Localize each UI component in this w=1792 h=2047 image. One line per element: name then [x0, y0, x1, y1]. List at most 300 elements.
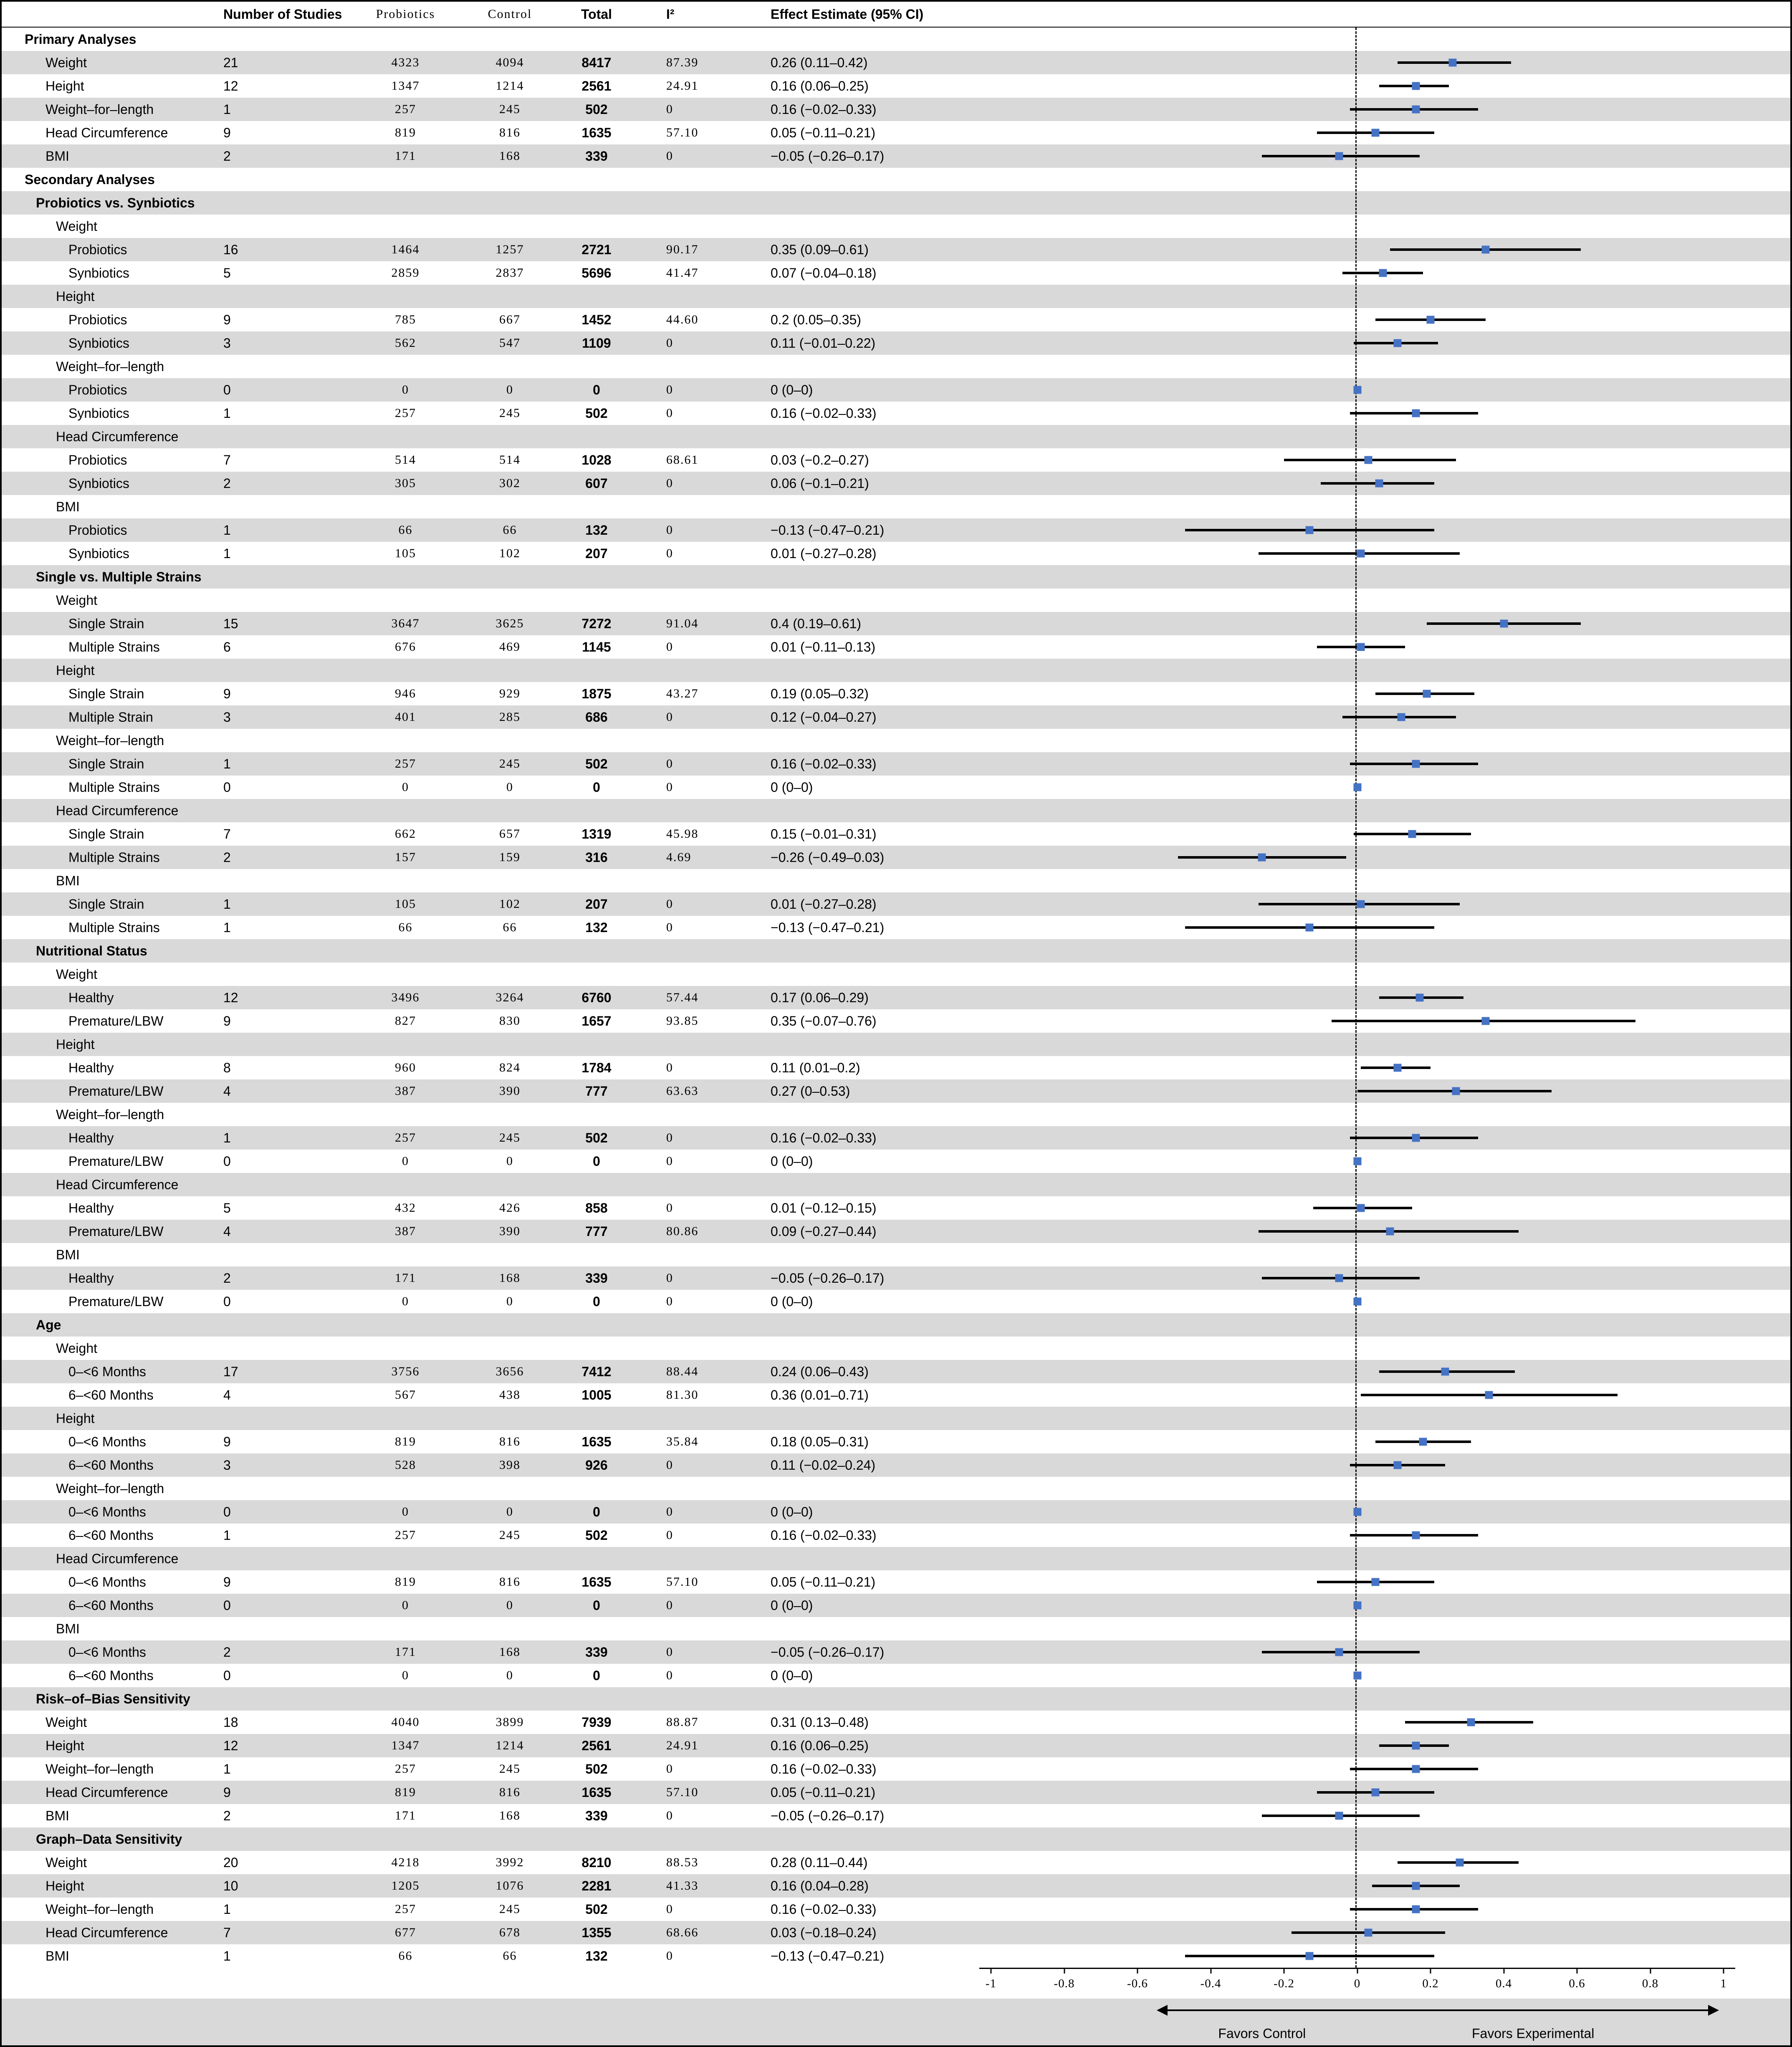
plot-cell: [970, 121, 1790, 144]
cell-prob: 387: [395, 1224, 416, 1238]
cell-total: 1319: [581, 826, 612, 842]
cell-total: 132: [585, 1948, 608, 1964]
cell-ctrl: 824: [499, 1061, 521, 1074]
axis-tick: [1284, 1968, 1285, 1974]
effect-marker: [1412, 1765, 1420, 1773]
effect-marker: [1353, 1508, 1361, 1516]
cell-total: 2721: [581, 242, 612, 257]
row-label: Height: [56, 1036, 95, 1052]
cell-ctrl: 245: [499, 102, 521, 116]
cell-i2: 57.10: [666, 1785, 699, 1799]
cell-studies: 9: [223, 1013, 231, 1029]
row-label: Single Strain: [68, 896, 144, 912]
effect-marker: [1427, 316, 1435, 324]
forest-row: [2, 1664, 1790, 1687]
forest-row: [2, 846, 1790, 869]
forest-row: [2, 51, 1790, 74]
cell-ctrl: 168: [499, 1271, 521, 1285]
row-label: Healthy: [68, 1200, 114, 1216]
cell-i2: 68.66: [666, 1926, 699, 1939]
plot-cell: [970, 51, 1790, 74]
forest-row: [2, 635, 1790, 659]
row-label: Head Circumference: [56, 1177, 179, 1192]
cell-i2: 0: [666, 383, 673, 397]
forest-row: [2, 402, 1790, 425]
effect-marker: [1386, 1228, 1394, 1236]
cell-prob: 66: [398, 920, 413, 934]
effect-marker: [1357, 900, 1365, 908]
forest-row: [2, 1640, 1790, 1664]
cell-effect: 0.03 (−0.18–0.24): [771, 1925, 877, 1940]
cell-ctrl: 168: [499, 1645, 521, 1659]
row-label: Weight–for–length: [56, 1481, 164, 1496]
forest-row: [2, 682, 1790, 705]
cell-effect: −0.26 (−0.49–0.03): [771, 849, 885, 865]
forest-row: [2, 542, 1790, 565]
row-label: BMI: [45, 148, 69, 164]
plot-cell: [970, 822, 1790, 846]
cell-effect: 0.16 (0.04–0.28): [771, 1878, 869, 1893]
row-label: 6–<60 Months: [68, 1597, 154, 1613]
favors-experimental-label: Favors Experimental: [1471, 2026, 1595, 2041]
cell-total: 2561: [581, 1738, 612, 1753]
row-label: Weight: [56, 592, 98, 608]
row-label: Secondary Analyses: [25, 172, 155, 187]
cell-i2: 0: [666, 1809, 673, 1822]
plot-cell: [970, 635, 1790, 659]
cell-i2: 0: [666, 406, 673, 420]
cell-i2: 0: [666, 149, 673, 163]
row-label: Synbiotics: [68, 335, 129, 351]
cell-i2: 0: [666, 1528, 673, 1542]
effect-marker: [1258, 854, 1266, 862]
cell-prob: 4218: [391, 1855, 420, 1869]
cell-studies: 1: [223, 1761, 231, 1777]
cell-ctrl: 0: [506, 1668, 513, 1682]
cell-total: 8417: [581, 55, 612, 70]
row-label: 0–<6 Months: [68, 1364, 146, 1379]
cell-ctrl: 3625: [495, 617, 524, 630]
axis-tick-label: -0.2: [1274, 1977, 1294, 1990]
cell-ctrl: 816: [499, 126, 521, 139]
cell-ctrl: 1214: [495, 79, 524, 93]
plot-cell: [970, 1337, 1790, 1360]
forest-row: [2, 1944, 1790, 1968]
measure-header-row: [2, 729, 1790, 752]
plot-cell: [970, 799, 1790, 822]
row-label: Premature/LBW: [68, 1223, 164, 1239]
plot-cell: [970, 308, 1790, 331]
plot-cell: [970, 1056, 1790, 1079]
row-label: Height: [56, 662, 95, 678]
axis-tick: [1723, 1968, 1724, 1974]
row-label: Multiple Strains: [68, 639, 160, 655]
cell-ctrl: 514: [499, 453, 521, 467]
effect-marker: [1408, 830, 1416, 838]
cell-studies: 1: [223, 920, 231, 935]
plot-cell: [970, 1781, 1790, 1804]
cell-i2: 44.60: [666, 313, 699, 326]
cell-studies: 4: [223, 1223, 231, 1239]
cell-total: 502: [585, 1761, 608, 1777]
cell-ctrl: 102: [499, 897, 521, 911]
cell-prob: 66: [398, 1949, 413, 1963]
plot-cell: [970, 144, 1790, 168]
axis-tick: [1650, 1968, 1651, 1974]
row-label: Risk–of–Bias Sensitivity: [36, 1691, 190, 1706]
row-label: Multiple Strains: [68, 779, 160, 795]
plot-cell: [970, 1220, 1790, 1243]
forest-row: [2, 1360, 1790, 1383]
cell-studies: 18: [223, 1714, 238, 1730]
cell-studies: 0: [223, 1294, 231, 1309]
cell-studies: 16: [223, 242, 238, 257]
effect-marker: [1412, 106, 1420, 114]
plot-cell: [970, 238, 1790, 261]
cell-ctrl: 1076: [495, 1879, 524, 1893]
plot-cell: [970, 355, 1790, 378]
plot-cell: [970, 1594, 1790, 1617]
cell-effect: 0.01 (−0.12–0.15): [771, 1200, 877, 1216]
cell-studies: 1: [223, 756, 231, 771]
cell-effect: 0.2 (0.05–0.35): [771, 312, 862, 327]
row-label: Single Strain: [68, 686, 144, 701]
favors-labels-row: [2, 2022, 1790, 2045]
effect-marker: [1372, 1578, 1380, 1586]
cell-studies: 12: [223, 1738, 238, 1753]
cell-prob: 0: [402, 1668, 409, 1682]
cell-prob: 0: [402, 383, 409, 397]
section-header-row: [2, 28, 1790, 51]
cell-prob: 171: [395, 1809, 416, 1822]
cell-effect: 0.35 (−0.07–0.76): [771, 1013, 877, 1029]
cell-prob: 432: [395, 1201, 416, 1215]
cell-ctrl: 302: [499, 476, 521, 490]
cell-studies: 7: [223, 452, 231, 468]
effect-marker: [1441, 1368, 1449, 1376]
forest-row: [2, 1290, 1790, 1313]
cell-i2: 0: [666, 1061, 673, 1074]
cell-ctrl: 390: [499, 1224, 521, 1238]
cell-i2: 68.61: [666, 453, 699, 467]
header-i-squared: I²: [666, 6, 675, 22]
cell-total: 1005: [581, 1387, 612, 1403]
cell-prob: 171: [395, 1645, 416, 1659]
cell-effect: 0.05 (−0.11–0.21): [771, 1574, 876, 1590]
plot-cell: [970, 612, 1790, 635]
effect-marker: [1415, 994, 1423, 1002]
cell-studies: 4: [223, 1387, 231, 1403]
effect-marker: [1306, 924, 1314, 932]
cell-ctrl: 0: [506, 1505, 513, 1519]
cell-i2: 93.85: [666, 1014, 699, 1028]
axis-tick-label: 0: [1354, 1977, 1361, 1990]
cell-studies: 12: [223, 78, 238, 94]
cell-effect: 0.16 (−0.02–0.33): [771, 405, 877, 421]
row-label: Height: [56, 288, 95, 304]
cell-i2: 0: [666, 897, 673, 911]
cell-studies: 2: [223, 1270, 231, 1286]
row-label: Weight–for–length: [56, 359, 164, 374]
cell-total: 1028: [581, 452, 612, 468]
cell-total: 777: [585, 1223, 608, 1239]
cell-total: 502: [585, 405, 608, 421]
plot-cell: [970, 1360, 1790, 1383]
cell-total: 502: [585, 1901, 608, 1917]
cell-studies: 2: [223, 148, 231, 164]
cell-studies: 3: [223, 335, 231, 351]
measure-header-row: [2, 963, 1790, 986]
header-probiotics: Probiotics: [376, 7, 435, 21]
plot-cell: [970, 1524, 1790, 1547]
cell-total: 7412: [581, 1364, 612, 1379]
forest-row: [2, 1804, 1790, 1827]
cell-total: 1657: [581, 1013, 612, 1029]
row-label: Single Strain: [68, 616, 144, 631]
cell-i2: 0: [666, 757, 673, 771]
cell-ctrl: 245: [499, 757, 521, 771]
cell-prob: 171: [395, 149, 416, 163]
row-label: Head Circumference: [45, 1784, 168, 1800]
cell-total: 502: [585, 1527, 608, 1543]
table-body: [2, 28, 1790, 1968]
cell-total: 1145: [582, 639, 611, 655]
cell-prob: 257: [395, 757, 416, 771]
cell-prob: 960: [395, 1061, 416, 1074]
effect-marker: [1353, 1157, 1361, 1165]
plot-cell: [970, 1617, 1790, 1640]
cell-ctrl: 245: [499, 1902, 521, 1916]
row-label: Single vs. Multiple Strains: [36, 569, 202, 584]
cell-effect: 0.28 (0.11–0.44): [771, 1855, 868, 1870]
section-header-row: [2, 1827, 1790, 1851]
cell-ctrl: 438: [499, 1388, 521, 1402]
cell-studies: 2: [223, 1808, 231, 1823]
cell-i2: 0: [666, 1458, 673, 1472]
cell-i2: 0: [666, 1902, 673, 1916]
section-header-row: [2, 565, 1790, 589]
cell-prob: 387: [395, 1084, 416, 1098]
cell-effect: 0.27 (0–0.53): [771, 1083, 850, 1099]
x-axis: [2, 1968, 1790, 1999]
cell-i2: 41.47: [666, 266, 699, 280]
cell-prob: 677: [395, 1926, 416, 1939]
cell-prob: 0: [402, 1598, 409, 1612]
plot-cell: [970, 892, 1790, 916]
cell-effect: −0.05 (−0.26–0.17): [771, 1644, 885, 1660]
cell-i2: 57.44: [666, 991, 699, 1004]
plot-cell: [970, 1453, 1790, 1477]
cell-effect: 0.03 (−0.2–0.27): [771, 452, 869, 468]
cell-total: 777: [585, 1083, 608, 1099]
cell-i2: 80.86: [666, 1224, 699, 1238]
measure-header-row: [2, 589, 1790, 612]
cell-effect: −0.05 (−0.26–0.17): [771, 148, 885, 164]
plot-cell: [970, 28, 1790, 51]
cell-studies: 17: [223, 1364, 238, 1379]
axis-tick: [1357, 1968, 1358, 1974]
cell-effect: 0 (0–0): [771, 779, 813, 795]
axis-tick-label: -1: [985, 1977, 997, 1990]
measure-header-row: [2, 869, 1790, 892]
header-plot-col: [970, 2, 1790, 27]
effect-marker: [1357, 1204, 1365, 1212]
forest-row: [2, 1220, 1790, 1243]
row-label: Weight–for–length: [45, 1901, 154, 1917]
plot-cell: [970, 939, 1790, 963]
cell-studies: 1: [223, 101, 231, 117]
cell-i2: 0: [666, 780, 673, 794]
effect-marker: [1335, 1648, 1343, 1656]
row-label: Weight–for–length: [45, 101, 154, 117]
cell-studies: 20: [223, 1855, 238, 1870]
row-label: Weight: [45, 1714, 87, 1730]
row-label: Probiotics: [68, 522, 127, 538]
cell-i2: 0: [666, 1154, 673, 1168]
section-header-row: [2, 1687, 1790, 1711]
forest-row: [2, 1594, 1790, 1617]
cell-studies: 7: [223, 826, 231, 842]
forest-row: [2, 121, 1790, 144]
cell-i2: 0: [666, 1762, 673, 1776]
plot-cell: [970, 472, 1790, 495]
cell-ctrl: 245: [499, 406, 521, 420]
effect-marker: [1353, 1298, 1361, 1306]
cell-effect: 0.01 (−0.27–0.28): [771, 896, 877, 912]
cell-ctrl: 657: [499, 827, 521, 841]
cell-prob: 257: [395, 406, 416, 420]
header-effect-estimate: Effect Estimate (95% CI): [771, 6, 924, 22]
cell-total: 132: [585, 522, 608, 538]
cell-prob: 3496: [391, 991, 420, 1004]
cell-prob: 0: [402, 780, 409, 794]
cell-total: 339: [585, 1808, 608, 1823]
cell-effect: 0.09 (−0.27–0.44): [771, 1223, 877, 1239]
cell-effect: 0.35 (0.09–0.61): [771, 242, 869, 257]
plot-cell: [970, 1570, 1790, 1594]
row-label: Weight: [56, 218, 98, 234]
cell-i2: 0: [666, 640, 673, 654]
cell-i2: 87.39: [666, 56, 699, 69]
cell-ctrl: 0: [506, 383, 513, 397]
measure-header-row: [2, 1033, 1790, 1056]
row-label: Height: [45, 1878, 84, 1893]
cell-studies: 15: [223, 616, 238, 631]
plot-cell: [970, 846, 1790, 869]
section-header-row: [2, 1313, 1790, 1337]
cell-prob: 4323: [391, 56, 420, 69]
forest-row: [2, 752, 1790, 776]
cell-total: 5696: [581, 265, 612, 281]
cell-i2: 0: [666, 476, 673, 490]
cell-prob: 662: [395, 827, 416, 841]
forest-row: [2, 308, 1790, 331]
plot-cell: [970, 98, 1790, 121]
row-label: 0–<6 Months: [68, 1434, 146, 1449]
forest-row: [2, 776, 1790, 799]
header-number-of-studies: Number of Studies: [223, 6, 342, 22]
forest-row: [2, 916, 1790, 939]
forest-row: [2, 1757, 1790, 1781]
measure-header-row: [2, 799, 1790, 822]
row-label: BMI: [45, 1808, 69, 1823]
cell-effect: 0.05 (−0.11–0.21): [771, 125, 876, 140]
effect-marker: [1335, 1274, 1343, 1282]
cell-prob: 1347: [391, 1739, 420, 1752]
cell-ctrl: 66: [503, 523, 517, 537]
plot-cell: [970, 986, 1790, 1009]
effect-marker: [1481, 1017, 1489, 1025]
cell-total: 2281: [581, 1878, 612, 1893]
section-header-row: [2, 939, 1790, 963]
cell-total: 0: [593, 1504, 600, 1519]
row-label: Premature/LBW: [68, 1294, 164, 1309]
cell-i2: 0: [666, 710, 673, 724]
cell-i2: 24.91: [666, 79, 699, 93]
row-label: BMI: [45, 1948, 69, 1964]
cell-ctrl: 1214: [495, 1739, 524, 1752]
axis-tick: [1137, 1968, 1138, 1974]
measure-header-row: [2, 285, 1790, 308]
cell-ctrl: 245: [499, 1762, 521, 1776]
cell-studies: 0: [223, 1153, 231, 1169]
plot-cell: [970, 215, 1790, 238]
cell-ctrl: 667: [499, 313, 521, 326]
cell-ctrl: 168: [499, 1809, 521, 1822]
cell-effect: −0.13 (−0.47–0.21): [771, 522, 885, 538]
forest-row: [2, 1921, 1790, 1944]
effect-marker: [1372, 1789, 1380, 1797]
cell-total: 1452: [581, 312, 612, 327]
plot-cell: [970, 1150, 1790, 1173]
measure-header-row: [2, 1103, 1790, 1126]
cell-studies: 9: [223, 1434, 231, 1449]
cell-total: 502: [585, 101, 608, 117]
forest-row: [2, 74, 1790, 98]
forest-row: [2, 1851, 1790, 1874]
effect-marker: [1379, 269, 1387, 277]
cell-total: 316: [585, 849, 608, 865]
axis-tick-label: 0.6: [1569, 1977, 1585, 1990]
effect-marker: [1412, 1882, 1420, 1890]
effect-marker: [1353, 386, 1361, 394]
cell-total: 2561: [581, 78, 612, 94]
cell-total: 1784: [581, 1060, 612, 1075]
cell-studies: 8: [223, 1060, 231, 1075]
cell-studies: 0: [223, 1668, 231, 1683]
plot-cell: [970, 1851, 1790, 1874]
cell-i2: 35.84: [666, 1435, 699, 1448]
cell-prob: 819: [395, 1785, 416, 1799]
cell-ctrl: 390: [499, 1084, 521, 1098]
plot-cell: [970, 869, 1790, 892]
row-label: Probiotics: [68, 242, 127, 257]
cell-i2: 0: [666, 1598, 673, 1612]
cell-studies: 5: [223, 1200, 231, 1216]
axis-tick-label: 1: [1720, 1977, 1727, 1990]
cell-prob: 827: [395, 1014, 416, 1028]
effect-marker: [1452, 1087, 1460, 1095]
forest-row: [2, 986, 1790, 1009]
measure-header-row: [2, 495, 1790, 518]
cell-total: 502: [585, 1130, 608, 1145]
cell-studies: 0: [223, 1504, 231, 1519]
plot-cell: [970, 1944, 1790, 1968]
cell-studies: 21: [223, 55, 238, 70]
measure-header-row: [2, 1407, 1790, 1430]
forest-row: [2, 1079, 1790, 1103]
cell-effect: 0.15 (−0.01–0.31): [771, 826, 877, 842]
